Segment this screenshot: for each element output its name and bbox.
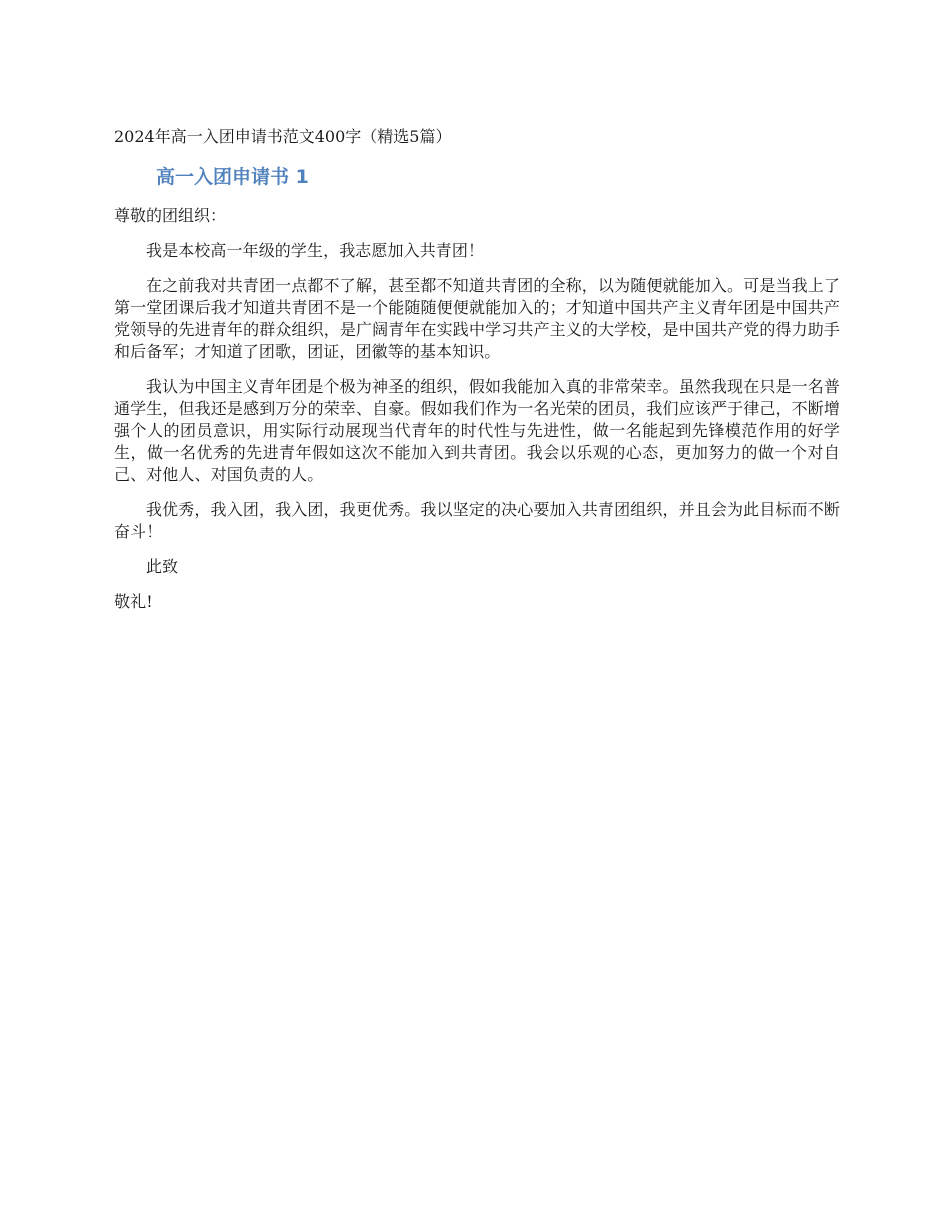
section-heading: 高一入团申请书 1 (156, 166, 309, 188)
paragraph-intro: 我是本校高一年级的学生，我志愿加入共青团！ (146, 241, 485, 260)
closing: 此致 (146, 557, 179, 576)
regards: 敬礼! (114, 592, 153, 611)
paragraph-resolve: 我优秀，我入团，我入团，我更优秀。我以坚定的决心要加入共青团组织，并且会为此目标而不断奋斗！ (114, 500, 840, 541)
paragraph-understanding: 在之前我对共青团一点都不了解，甚至都不知道共青团的全称，以为随便就能加入。可是当我上了第一堂团课后我才知道共青团不是一个能随随便便就能加入的；才知道中国共产主义青年团是中国共产党领导的先进青年的群众组织，是广阔青年在实践中学习共产主义的大学校，是中国共产党的得力助手和后备军；才知道了团歌，团证，团徽等的基本知识。 (114, 276, 840, 361)
paragraph-commitment: 我认为中国主义青年团是个极为神圣的组织，假如我能加入真的非常荣幸。虽然我现在只是一名普通学生，但我还是感到万分的荣幸、自豪。假如我们作为一名光荣的团员，我们应该严于律己，不断增强个人的团员意识，用实际行动展现当代青年的时代性与先进性，做一名能起到先锋模范作用的好学生，做一名优秀的先进青年假如这次不能加入到共青团。我会以乐观的心态，更加努力的做一个对自己、对他人、对国负责的人。 (114, 377, 840, 484)
document-title: 2024年高一入团申请书范文400字（精选5篇） (114, 127, 452, 146)
letter-body (114, 240, 840, 626)
salutation: 尊敬的团组织： (114, 206, 227, 225)
